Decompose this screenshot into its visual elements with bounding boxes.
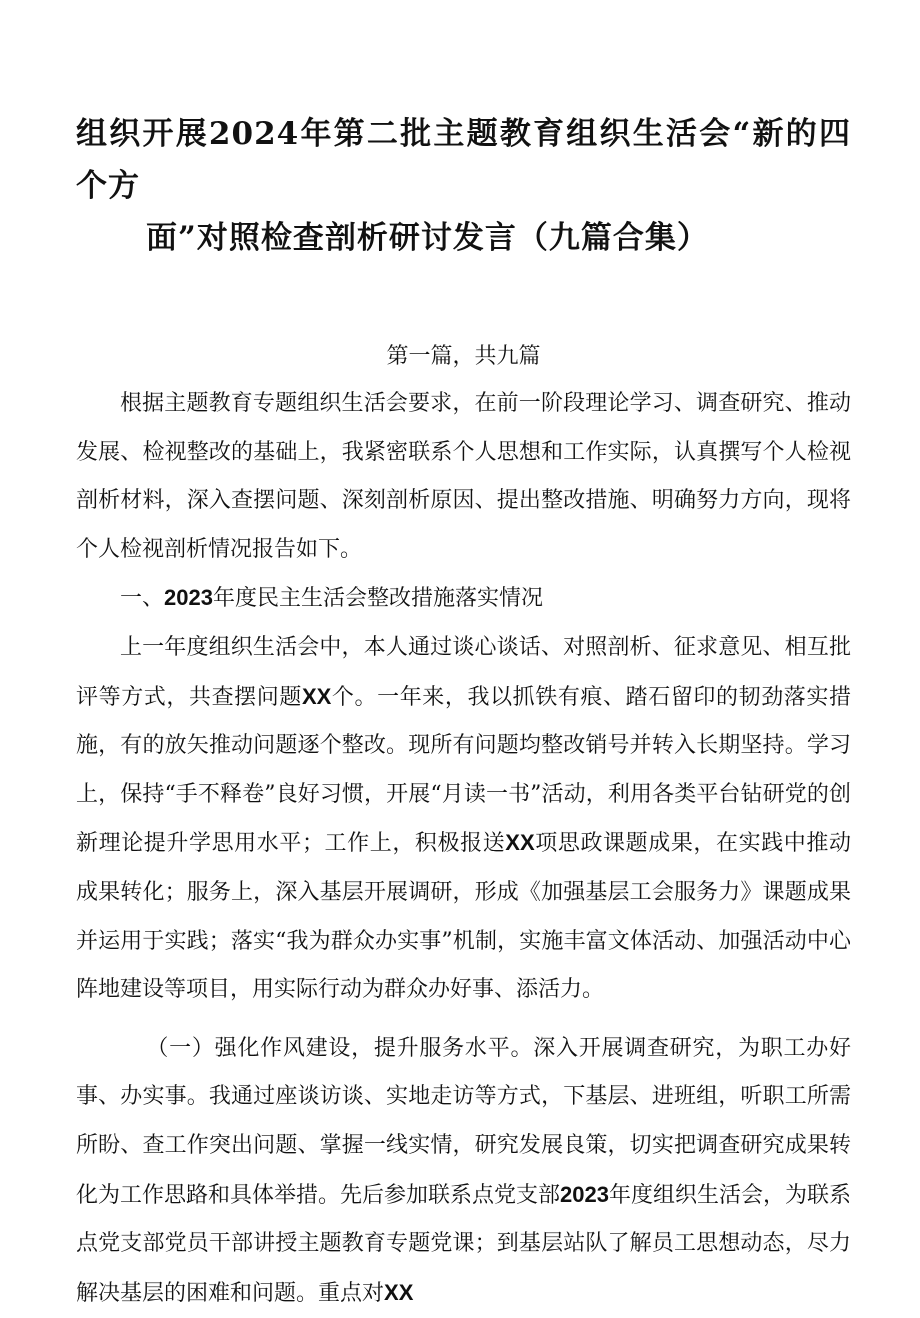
intro-paragraph: 根据主题教育专题组织生活会要求，在前一阶段理论学习、调查研究、推动发展、检视整改的基础上，我紧密联系个人思想和工作实际，认真撰写个人检视剖析材料，深入查摆问题、深刻剖析原因、提出整改措施、明确努力方向，现将个人检视剖析情况报告如下。 (76, 391, 851, 562)
section-1-heading (76, 574, 851, 624)
section-1-year: 2023 (164, 585, 213, 611)
section-1-xx-2: XX (505, 830, 535, 856)
subsection-1-text-a: （一）强化作风建设，提升服务水平。深入开展调查研究，为职工办好事、办实事。我通过座谈访谈、实地走访等方式，下基层、进班组，听职工所需所盼、查工作突出问题、掌握一线实情，研究发展良策，切实把调查研究成果转化为工作思路和具体举措。先后参加联系点党支部 (76, 1035, 851, 1208)
document-title (76, 108, 851, 264)
section-1-xx-1: XX (301, 683, 332, 709)
title-line-2: 面”对照检查剖析研讨发言（九篇合集） (146, 220, 709, 256)
subsection-1-year: 2023 (560, 1181, 609, 1207)
subsection-1-text-b: 年度组织生活会，为联系点党支部党员干部讲授主题教育专题党课；到基层站队了解员工思想动态，尽力解决基层的困难和问题。重点对 (76, 1182, 851, 1306)
section-1-prefix: 一、 (120, 586, 165, 612)
section-1-text-c: 项思政课题成果，在实践中推动成果转化；服务上，深入基层开展调研，形成《加强基层工会服务力》课题成果并运用于实践；落实“我为群众办实事”机制，实施丰富文体活动、加强活动中心阵地建设等项目，用实际行动为群众办好事、添活力。 (76, 831, 851, 1003)
section-1-text-b: 个。一年来，我以抓铁有痕、踏石留印的韧劲落实措施，有的放矢推动问题逐个整改。现所有问题均整改销号并转入长期坚持。学习上，保持“手不释卷”良好习惯，开展“月读一书”活动，利用各类平台钻研党的创新理论提升学思用水平；工作上，积极报送 (76, 684, 851, 857)
title-line-1: 组织开展2024年第二批主题教育组织生活会“新的四个方 (76, 116, 851, 204)
document-page (76, 108, 851, 1318)
section-1-paragraph (76, 624, 851, 1015)
subsection-1-xx: XX (384, 1279, 414, 1305)
section-1-text-a: 上一年度组织生活会中，本人通过谈心谈话、对照剖析、征求意见、相互批评等方式，共查摆问题 (76, 634, 851, 710)
section-1-heading-text: 年度民主生活会整改措施落实情况 (212, 586, 543, 612)
document-subtitle: 第一篇，共九篇 (386, 344, 541, 369)
subsection-1-paragraph (76, 1025, 851, 1318)
